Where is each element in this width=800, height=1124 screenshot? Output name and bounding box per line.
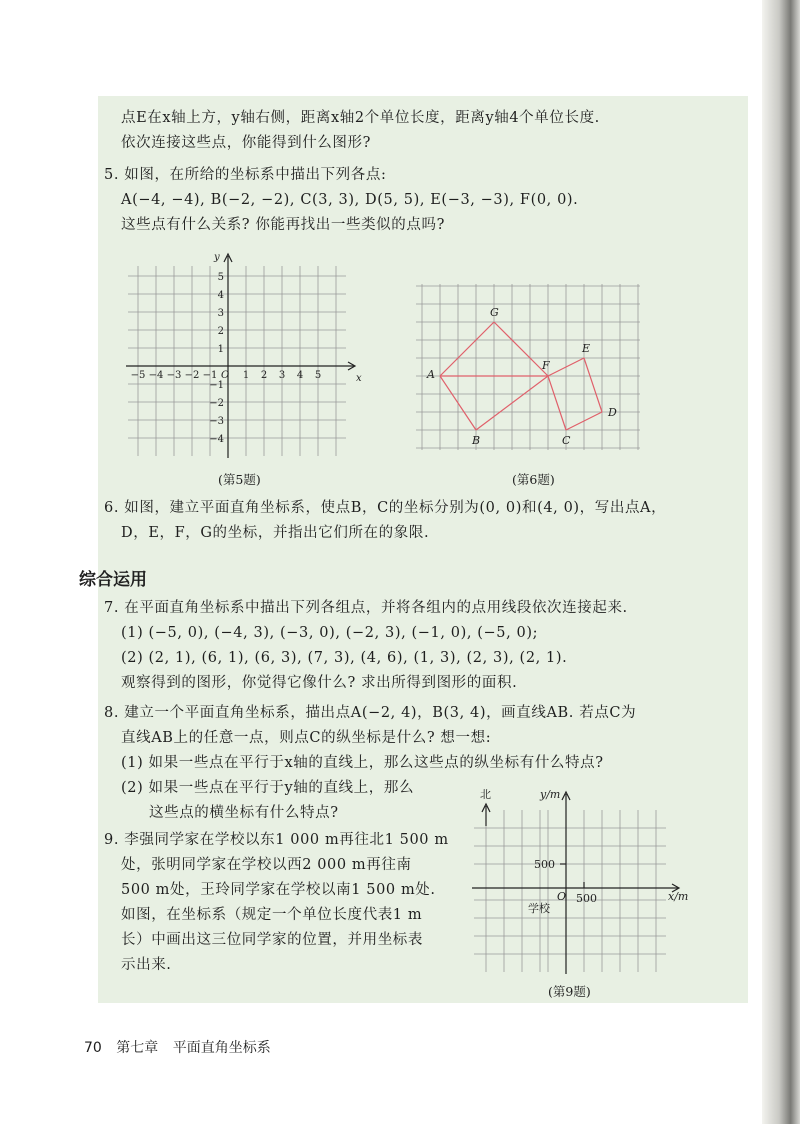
fig6-graph <box>414 282 646 454</box>
q5-line-1: 5. 如图，在所给的坐标系中描出下列各点: <box>104 167 387 183</box>
fig6-segment-CF <box>548 376 566 430</box>
fig6-segment-AG <box>440 322 494 376</box>
fig5-y-tick: −4 <box>209 434 224 445</box>
intro-line-2: 依次连接这些点，你能得到什么图形? <box>121 135 371 151</box>
fig5-y-tick: −2 <box>209 398 224 409</box>
q7-line-3: (2) (2, 1), (6, 1), (6, 3), (7, 3), (4, 6), (1, 3), (2, 3), (2, 1). <box>121 650 568 666</box>
fig5-caption: (第5题) <box>218 472 261 487</box>
fig5-x-label: x <box>356 373 362 384</box>
q6-line-1: 6. 如图，建立平面直角坐标系，使点B，C的坐标分别为(0, 0)和(4, 0)，写出点A， <box>104 500 667 516</box>
fig9-x-label: x/m <box>668 890 689 903</box>
fig9-x-tick: 500 <box>576 892 597 905</box>
q9-line-2: 处，张明同学家在学校以西2 000 m再往南 <box>121 857 412 873</box>
fig5-y-tick: −1 <box>209 380 224 391</box>
q8-line-5: 这些点的横坐标有什么特点? <box>149 805 339 821</box>
fig5-y-tick: 4 <box>217 290 224 301</box>
chapter-label: 第七章 <box>116 1040 159 1056</box>
fig9-caption: (第9题) <box>548 984 591 999</box>
q7-line-4: 观察得到的图形，你觉得它像什么? 求出所得到图形的面积. <box>121 675 518 691</box>
fig5-origin: O <box>221 370 230 381</box>
q8-line-2: 直线AB上的任意一点，则点C的纵坐标是什么? 想一想: <box>121 730 492 746</box>
fig5-x-tick: −3 <box>166 370 182 381</box>
fig9-north-label: 北 <box>480 788 491 801</box>
page-edge <box>762 0 800 1124</box>
fig9-origin: O <box>557 890 567 903</box>
q9-line-3: 500 m处，王玲同学家在学校以南1 500 m处. <box>121 882 436 898</box>
fig5-x-tick: −5 <box>130 370 146 381</box>
q5-line-3: 这些点有什么关系? 你能再找出一些类似的点吗? <box>121 217 445 233</box>
fig9-y-label: y/m <box>540 788 561 801</box>
fig5-x-tick: 3 <box>278 370 286 381</box>
q6-line-2: D，E，F，G的坐标，并指出它们所在的象限. <box>121 525 430 541</box>
fig5-y-label: y <box>214 252 220 263</box>
fig6-point-label: E <box>582 342 591 355</box>
fig5-x-tick: −1 <box>202 370 218 381</box>
q9-line-4: 如图，在坐标系（规定一个单位长度代表1 m <box>121 907 423 923</box>
page-footer <box>84 1037 281 1057</box>
fig9-y-tick: 500 <box>534 858 555 871</box>
fig6-point-label: B <box>472 434 481 447</box>
fig5-coordinate-grid <box>118 246 368 462</box>
q7-line-1: 7. 在平面直角坐标系中描出下列各组点，并将各组内的点用线段依次连接起来. <box>104 600 628 616</box>
fig6-segment-GF <box>494 322 548 376</box>
q8-line-3: (1) 如果一些点在平行于x轴的直线上，那么这些点的纵坐标有什么特点? <box>121 755 604 771</box>
page-number: 70 <box>84 1040 102 1056</box>
fig5-y-tick: 5 <box>217 272 224 283</box>
q9-line-6: 示出来. <box>121 957 172 973</box>
fig6-point-label: C <box>562 434 571 447</box>
fig6-caption: (第6题) <box>512 472 555 487</box>
fig5-y-tick: −3 <box>209 416 224 427</box>
fig6-point-label: G <box>490 306 499 319</box>
chapter-title: 平面直角坐标系 <box>172 1040 271 1056</box>
fig5-x-tick: −4 <box>148 370 164 381</box>
fig9-graph <box>466 782 698 978</box>
fig5-y-tick: 3 <box>217 308 224 319</box>
intro-line-1: 点E在x轴上方，y轴右侧，距离x轴2个单位长度，距离y轴4个单位长度. <box>121 110 600 126</box>
q7-line-2: (1) (−5, 0), (−4, 3), (−3, 0), (−2, 3), (−1, 0), (−5, 0); <box>121 625 539 641</box>
fig5-x-tick: 4 <box>296 370 304 381</box>
fig5-x-tick: −2 <box>184 370 200 381</box>
fig5-x-tick: 5 <box>314 370 322 381</box>
q9-line-5: 长）中画出这三位同学家的位置，并用坐标表 <box>121 932 423 948</box>
fig9-school-label: 学校 <box>528 902 550 915</box>
fig6-point-label: D <box>608 406 617 419</box>
fig6-point-label: F <box>542 359 550 372</box>
fig5-x-tick: 1 <box>242 370 250 381</box>
section-title: 综合运用 <box>79 570 147 590</box>
q5-line-2: A(−4, −4), B(−2, −2), C(3, 3), D(5, 5), E(−3, −3), F(0, 0). <box>121 192 579 208</box>
q8-line-1: 8. 建立一个平面直角坐标系，描出点A(−2, 4)，B(3, 4)，画直线AB. 若点C为 <box>104 705 637 721</box>
fig5-y-tick: 1 <box>217 344 224 355</box>
fig6-segment-ED <box>584 358 602 412</box>
fig5-x-tick: 2 <box>260 370 268 381</box>
q8-line-4: (2) 如果一些点在平行于y轴的直线上，那么 <box>121 780 415 796</box>
fig5-y-tick: 2 <box>217 326 224 337</box>
fig6-point-label: A <box>427 368 435 381</box>
q9-line-1: 9. 李强同学家在学校以东1 000 m再往北1 500 m <box>104 832 449 848</box>
